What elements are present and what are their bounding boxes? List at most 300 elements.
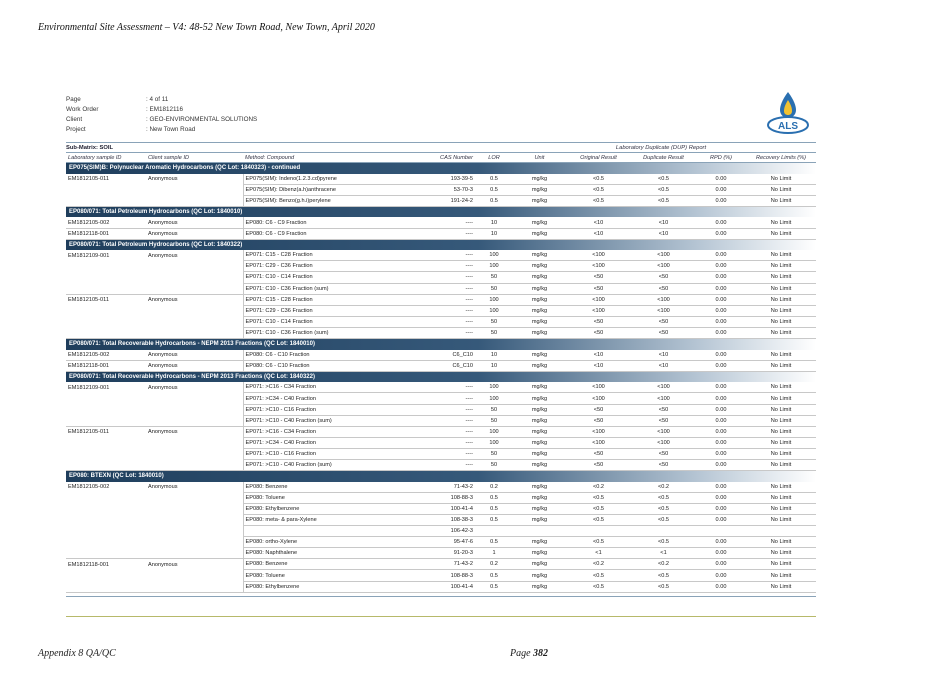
- client-sample-id: [146, 492, 243, 503]
- cell-lor: 50: [475, 460, 513, 471]
- divider: [66, 596, 816, 597]
- table-row: [66, 305, 816, 316]
- cell-limits: No Limit: [746, 570, 816, 581]
- cell-compound: EP071: >C10 - C40 Fraction (sum): [243, 460, 415, 471]
- cell-compound: EP075(SIM): Indeno(1.2.3.cd)pyrene: [243, 174, 415, 185]
- cell-compound: EP071: C10 - C14 Fraction: [243, 272, 415, 283]
- cell-cas: ----: [415, 305, 475, 316]
- cell-unit: [513, 526, 566, 537]
- lab-sample-id: [66, 460, 146, 471]
- footer-page-label: Page: [510, 648, 531, 659]
- client-sample-id: [146, 460, 243, 471]
- cell-unit: mg/kg: [513, 426, 566, 437]
- lab-sample-id: [66, 404, 146, 415]
- cell-rpd: 0.00: [696, 426, 746, 437]
- cell-unit: mg/kg: [513, 272, 566, 283]
- cell-lor: 0.5: [475, 503, 513, 514]
- cell-compound: EP071: >C16 - C34 Fraction: [243, 382, 415, 393]
- cell-orig: <0.5: [566, 537, 631, 548]
- lab-sample-id: [66, 316, 146, 327]
- client-sample-id: Anonymous: [148, 175, 178, 182]
- client-sample-id: [146, 195, 243, 206]
- cell-lor: 1: [475, 548, 513, 559]
- cell-cas: 95-47-6: [415, 537, 475, 548]
- client-sample-id: [146, 415, 243, 426]
- lab-sample-id: EM1812105-011: [68, 296, 109, 303]
- table-row: [66, 261, 816, 272]
- client-sample-id: [146, 437, 243, 448]
- cell-orig: <100: [566, 261, 631, 272]
- client-sample-id: [146, 283, 243, 294]
- cell-unit: mg/kg: [513, 404, 566, 415]
- cell-rpd: 0.00: [696, 570, 746, 581]
- table-row: [66, 393, 816, 404]
- cell-dup: <50: [631, 327, 696, 338]
- cell-limits: No Limit: [746, 460, 816, 471]
- cell-compound: EP080: Benzene: [243, 482, 415, 493]
- report-info: [66, 96, 816, 142]
- cell-limits: No Limit: [746, 283, 816, 294]
- cell-lor: 100: [475, 393, 513, 404]
- client-sample-id: [146, 581, 243, 592]
- client-sample-id: [146, 448, 243, 459]
- cell-limits: No Limit: [746, 217, 816, 228]
- info-value: : GEO-ENVIRONMENTAL SOLUTIONS: [146, 116, 258, 123]
- footer-appendix: Appendix 8 QA/QC: [38, 648, 116, 659]
- cell-cas: ----: [415, 272, 475, 283]
- table-row: [66, 503, 816, 514]
- cell-cas: 108-88-3: [415, 492, 475, 503]
- cell-limits: No Limit: [746, 382, 816, 393]
- section-header: [66, 371, 816, 382]
- cell-dup: <10: [631, 350, 696, 361]
- cell-dup: <100: [631, 305, 696, 316]
- cell-dup: <50: [631, 316, 696, 327]
- client-sample-id: [146, 327, 243, 338]
- cell-rpd: 0.00: [696, 228, 746, 239]
- cell-limits: No Limit: [746, 316, 816, 327]
- info-value: : 4 of 11: [146, 96, 169, 103]
- cell-orig: <0.5: [566, 174, 631, 185]
- cell-lor: 0.5: [475, 537, 513, 548]
- cell-compound: EP080: C6 - C9 Fraction: [243, 217, 415, 228]
- column-header: LOR: [475, 153, 513, 163]
- cell-rpd: 0.00: [696, 437, 746, 448]
- section-title: EP080/071: Total Recoverable Hydrocarbons - NEPM 2013 Fractions (QC Lot: 1840010): [66, 339, 816, 350]
- client-sample-id: Anonymous: [148, 252, 178, 259]
- cell-unit: mg/kg: [513, 515, 566, 526]
- cell-lor: 0.5: [475, 581, 513, 592]
- client-sample-id: Anonymous: [146, 350, 243, 361]
- cell-compound: EP071: >C10 - C16 Fraction: [243, 448, 415, 459]
- table-row: [66, 426, 816, 437]
- cell-cas: ----: [415, 426, 475, 437]
- client-sample-id: [146, 548, 243, 559]
- cell-orig: <0.5: [566, 503, 631, 514]
- cell-dup: <100: [631, 393, 696, 404]
- cell-rpd: 0.00: [696, 350, 746, 361]
- section-title: EP075(SIM)B: Polynuclear Aromatic Hydrocarbons (QC Lot: 1840323) - continued: [66, 163, 816, 174]
- cell-orig: <0.5: [566, 492, 631, 503]
- als-logo-icon: [762, 90, 814, 134]
- cell-rpd: [696, 526, 746, 537]
- client-sample-id: [146, 316, 243, 327]
- table-row: [66, 404, 816, 415]
- cell-lor: 0.2: [475, 482, 513, 493]
- cell-compound: EP071: C29 - C36 Fraction: [243, 261, 415, 272]
- cell-lor: 50: [475, 283, 513, 294]
- client-sample-id: Anonymous: [148, 384, 178, 391]
- cell-cas: 71-43-2: [415, 559, 475, 570]
- cell-unit: mg/kg: [513, 460, 566, 471]
- table-row: [66, 217, 816, 228]
- client-sample-id: [146, 537, 243, 548]
- cell-unit: mg/kg: [513, 360, 566, 371]
- cell-dup: <50: [631, 415, 696, 426]
- cell-lor: 0.2: [475, 559, 513, 570]
- lab-sample-id: [66, 393, 146, 404]
- client-sample-id: [146, 393, 243, 404]
- cell-cas: 71-43-2: [415, 482, 475, 493]
- cell-dup: <0.5: [631, 503, 696, 514]
- cell-unit: mg/kg: [513, 382, 566, 393]
- lab-sample-id: [66, 437, 146, 448]
- cell-cas: 108-38-3: [415, 515, 475, 526]
- cell-limits: No Limit: [746, 415, 816, 426]
- cell-rpd: 0.00: [696, 581, 746, 592]
- cell-cas: 100-41-4: [415, 503, 475, 514]
- lab-sample-id: EM1812105-011: [68, 429, 109, 436]
- section-header: [66, 339, 816, 350]
- footer-page: [510, 648, 548, 659]
- cell-rpd: 0.00: [696, 174, 746, 185]
- client-sample-id: Anonymous: [148, 296, 178, 303]
- table-row: [66, 350, 816, 361]
- cell-unit: mg/kg: [513, 195, 566, 206]
- table-row: [66, 184, 816, 195]
- lab-sample-id: [66, 526, 146, 537]
- cell-cas: C6_C10: [415, 360, 475, 371]
- cell-rpd: 0.00: [696, 217, 746, 228]
- cell-limits: No Limit: [746, 581, 816, 592]
- table-row: [66, 581, 816, 592]
- cell-lor: 100: [475, 261, 513, 272]
- table-row: [66, 460, 816, 471]
- client-sample-id: Anonymous: [146, 228, 243, 239]
- table-row: [66, 250, 816, 261]
- cell-limits: No Limit: [746, 503, 816, 514]
- info-label: Page: [66, 96, 81, 103]
- table-row: [66, 437, 816, 448]
- duplicate-table: [66, 152, 816, 593]
- cell-orig: <50: [566, 327, 631, 338]
- cell-unit: mg/kg: [513, 305, 566, 316]
- cell-orig: [566, 526, 631, 537]
- cell-limits: [746, 526, 816, 537]
- cell-rpd: 0.00: [696, 195, 746, 206]
- client-sample-id: [146, 570, 243, 581]
- cell-dup: <0.5: [631, 174, 696, 185]
- cell-orig: <100: [566, 305, 631, 316]
- cell-unit: mg/kg: [513, 581, 566, 592]
- cell-limits: No Limit: [746, 448, 816, 459]
- info-label: Project: [66, 126, 86, 133]
- cell-unit: mg/kg: [513, 393, 566, 404]
- cell-compound: EP075(SIM): Dibenz(a.h)anthracene: [243, 184, 415, 195]
- cell-compound: EP071: C29 - C36 Fraction: [243, 305, 415, 316]
- cell-rpd: 0.00: [696, 272, 746, 283]
- cell-unit: mg/kg: [513, 217, 566, 228]
- cell-orig: <50: [566, 283, 631, 294]
- lab-sample-id: EM1812118-001: [66, 228, 146, 239]
- cell-orig: <100: [566, 250, 631, 261]
- cell-rpd: 0.00: [696, 305, 746, 316]
- cell-lor: 50: [475, 316, 513, 327]
- cell-unit: mg/kg: [513, 448, 566, 459]
- cell-orig: <50: [566, 272, 631, 283]
- cell-orig: <0.5: [566, 515, 631, 526]
- cell-unit: mg/kg: [513, 250, 566, 261]
- cell-limits: No Limit: [746, 261, 816, 272]
- cell-orig: <10: [566, 217, 631, 228]
- cell-rpd: 0.00: [696, 537, 746, 548]
- table-row: [66, 415, 816, 426]
- lab-sample-id: [66, 184, 146, 195]
- table-row: [66, 570, 816, 581]
- cell-lor: 10: [475, 228, 513, 239]
- lab-sample-id: [66, 503, 146, 514]
- cell-dup: <50: [631, 448, 696, 459]
- table-row: [66, 537, 816, 548]
- cell-cas: ----: [415, 393, 475, 404]
- cell-dup: <100: [631, 382, 696, 393]
- cell-compound: EP071: C10 - C36 Fraction (sum): [243, 327, 415, 338]
- client-sample-id: [146, 404, 243, 415]
- cell-cas: ----: [415, 228, 475, 239]
- cell-compound: EP080: meta- & para-Xylene: [243, 515, 415, 526]
- cell-dup: <0.5: [631, 492, 696, 503]
- cell-cas: ----: [415, 316, 475, 327]
- cell-lor: 100: [475, 250, 513, 261]
- cell-cas: ----: [415, 460, 475, 471]
- table-row: [66, 360, 816, 371]
- table-row: [66, 228, 816, 239]
- cell-compound: EP071: C15 - C28 Fraction: [243, 294, 415, 305]
- lab-sample-id: EM1812109-001: [68, 252, 110, 259]
- cell-dup: <100: [631, 250, 696, 261]
- cell-unit: mg/kg: [513, 492, 566, 503]
- cell-rpd: 0.00: [696, 283, 746, 294]
- cell-compound: EP071: C10 - C14 Fraction: [243, 316, 415, 327]
- lab-sample-id: [66, 492, 146, 503]
- client-sample-id: [146, 503, 243, 514]
- table-row: [66, 448, 816, 459]
- cell-orig: <100: [566, 426, 631, 437]
- cell-dup: <100: [631, 261, 696, 272]
- info-value: : New Town Road: [146, 126, 196, 133]
- column-header: Duplicate Result: [631, 153, 696, 163]
- section-header: [66, 206, 816, 217]
- cell-rpd: 0.00: [696, 482, 746, 493]
- cell-unit: mg/kg: [513, 283, 566, 294]
- cell-cas: ----: [415, 382, 475, 393]
- section-title: EP080/071: Total Petroleum Hydrocarbons (QC Lot: 1840010): [66, 206, 816, 217]
- cell-unit: mg/kg: [513, 294, 566, 305]
- cell-lor: 100: [475, 426, 513, 437]
- table-row: [66, 559, 816, 570]
- cell-dup: <100: [631, 437, 696, 448]
- client-sample-id: [146, 272, 243, 283]
- lab-sample-id: [66, 327, 146, 338]
- cell-rpd: 0.00: [696, 448, 746, 459]
- cell-orig: <50: [566, 316, 631, 327]
- lab-sample-id: [66, 515, 146, 526]
- cell-unit: mg/kg: [513, 503, 566, 514]
- cell-unit: mg/kg: [513, 570, 566, 581]
- info-value: : EM1812116: [146, 106, 183, 113]
- footer-page-number: 382: [533, 648, 549, 659]
- client-sample-id: Anonymous: [148, 484, 178, 491]
- cell-lor: 50: [475, 327, 513, 338]
- cell-lor: 50: [475, 415, 513, 426]
- cell-limits: No Limit: [746, 305, 816, 316]
- cell-unit: mg/kg: [513, 228, 566, 239]
- cell-lor: 100: [475, 382, 513, 393]
- table-row: [66, 174, 816, 185]
- cell-cas: 91-20-3: [415, 548, 475, 559]
- lab-sample-id: [66, 537, 146, 548]
- lab-sample-id: EM1812105-002: [68, 484, 110, 491]
- cell-unit: mg/kg: [513, 537, 566, 548]
- als-logo-text: ALS: [778, 121, 798, 132]
- cell-limits: No Limit: [746, 537, 816, 548]
- table-row: [66, 548, 816, 559]
- cell-dup: <0.5: [631, 537, 696, 548]
- column-header: Laboratory sample ID: [66, 153, 146, 163]
- cell-compound: EP075(SIM): Benzo(g.h.i)perylene: [243, 195, 415, 206]
- section-header: [66, 163, 816, 174]
- cell-rpd: 0.00: [696, 515, 746, 526]
- cell-rpd: 0.00: [696, 559, 746, 570]
- cell-lor: 100: [475, 305, 513, 316]
- cell-dup: <50: [631, 404, 696, 415]
- client-sample-id: [146, 261, 243, 272]
- cell-orig: <100: [566, 382, 631, 393]
- cell-dup: <10: [631, 360, 696, 371]
- client-sample-id: [146, 515, 243, 526]
- cell-limits: No Limit: [746, 228, 816, 239]
- cell-limits: No Limit: [746, 404, 816, 415]
- cell-cas: ----: [415, 327, 475, 338]
- cell-limits: No Limit: [746, 393, 816, 404]
- cell-cas: ----: [415, 448, 475, 459]
- cell-limits: No Limit: [746, 294, 816, 305]
- lab-sample-id: EM1812118-001: [68, 561, 109, 568]
- cell-limits: No Limit: [746, 515, 816, 526]
- cell-orig: <100: [566, 437, 631, 448]
- cell-unit: mg/kg: [513, 415, 566, 426]
- cell-lor: 10: [475, 360, 513, 371]
- table-row: [66, 316, 816, 327]
- cell-rpd: 0.00: [696, 360, 746, 371]
- cell-lor: 50: [475, 448, 513, 459]
- cell-rpd: 0.00: [696, 492, 746, 503]
- cell-cas: ----: [415, 283, 475, 294]
- cell-orig: <10: [566, 350, 631, 361]
- cell-dup: <50: [631, 272, 696, 283]
- cell-limits: No Limit: [746, 437, 816, 448]
- cell-orig: <50: [566, 448, 631, 459]
- cell-limits: No Limit: [746, 360, 816, 371]
- cell-compound: EP080: Ethylbenzene: [243, 581, 415, 592]
- cell-lor: 50: [475, 272, 513, 283]
- cell-cas: 100-41-4: [415, 581, 475, 592]
- cell-lor: 100: [475, 294, 513, 305]
- lab-sample-id: EM1812105-002: [66, 350, 146, 361]
- cell-rpd: 0.00: [696, 250, 746, 261]
- lab-sample-id: [66, 581, 146, 592]
- cell-orig: <1: [566, 548, 631, 559]
- cell-rpd: 0.00: [696, 548, 746, 559]
- table-row: [66, 294, 816, 305]
- cell-compound: EP080: C6 - C9 Fraction: [243, 228, 415, 239]
- cell-orig: <10: [566, 228, 631, 239]
- cell-dup: <10: [631, 217, 696, 228]
- cell-compound: EP080: C6 - C10 Fraction: [243, 360, 415, 371]
- cell-lor: 10: [475, 350, 513, 361]
- client-sample-id: Anonymous: [146, 217, 243, 228]
- cell-lor: 0.5: [475, 174, 513, 185]
- cell-lor: 0.5: [475, 515, 513, 526]
- table-header: [66, 153, 816, 163]
- cell-dup: <1: [631, 548, 696, 559]
- cell-unit: mg/kg: [513, 327, 566, 338]
- lab-sample-id: [66, 570, 146, 581]
- lab-sample-id: [66, 272, 146, 283]
- cell-orig: <50: [566, 404, 631, 415]
- cell-lor: 10: [475, 217, 513, 228]
- cell-unit: mg/kg: [513, 548, 566, 559]
- section-header: [66, 239, 816, 250]
- cell-cas: C6_C10: [415, 350, 475, 361]
- cell-cas: 53-70-3: [415, 184, 475, 195]
- column-header: Original Result: [566, 153, 631, 163]
- lab-sample-id: [66, 283, 146, 294]
- client-sample-id: [146, 526, 243, 537]
- lab-sample-id: EM1812109-001: [68, 384, 110, 391]
- client-sample-id: [146, 184, 243, 195]
- lab-sample-id: [66, 261, 146, 272]
- cell-limits: No Limit: [746, 250, 816, 261]
- cell-orig: <10: [566, 360, 631, 371]
- cell-cas: ----: [415, 250, 475, 261]
- cell-cas: ----: [415, 437, 475, 448]
- report-title: Laboratory Duplicate (DUP) Report: [615, 144, 707, 151]
- cell-dup: <0.5: [631, 570, 696, 581]
- cell-rpd: 0.00: [696, 261, 746, 272]
- cell-compound: EP080: C6 - C10 Fraction: [243, 350, 415, 361]
- cell-limits: No Limit: [746, 559, 816, 570]
- cell-cas: ----: [415, 294, 475, 305]
- lab-sample-id: EM1812118-001: [66, 360, 146, 371]
- cell-dup: <100: [631, 426, 696, 437]
- cell-compound: EP071: C15 - C28 Fraction: [243, 250, 415, 261]
- cell-unit: mg/kg: [513, 316, 566, 327]
- cell-compound: EP080: Ethylbenzene: [243, 503, 415, 514]
- table-row: [66, 283, 816, 294]
- cell-dup: <50: [631, 283, 696, 294]
- cell-limits: No Limit: [746, 272, 816, 283]
